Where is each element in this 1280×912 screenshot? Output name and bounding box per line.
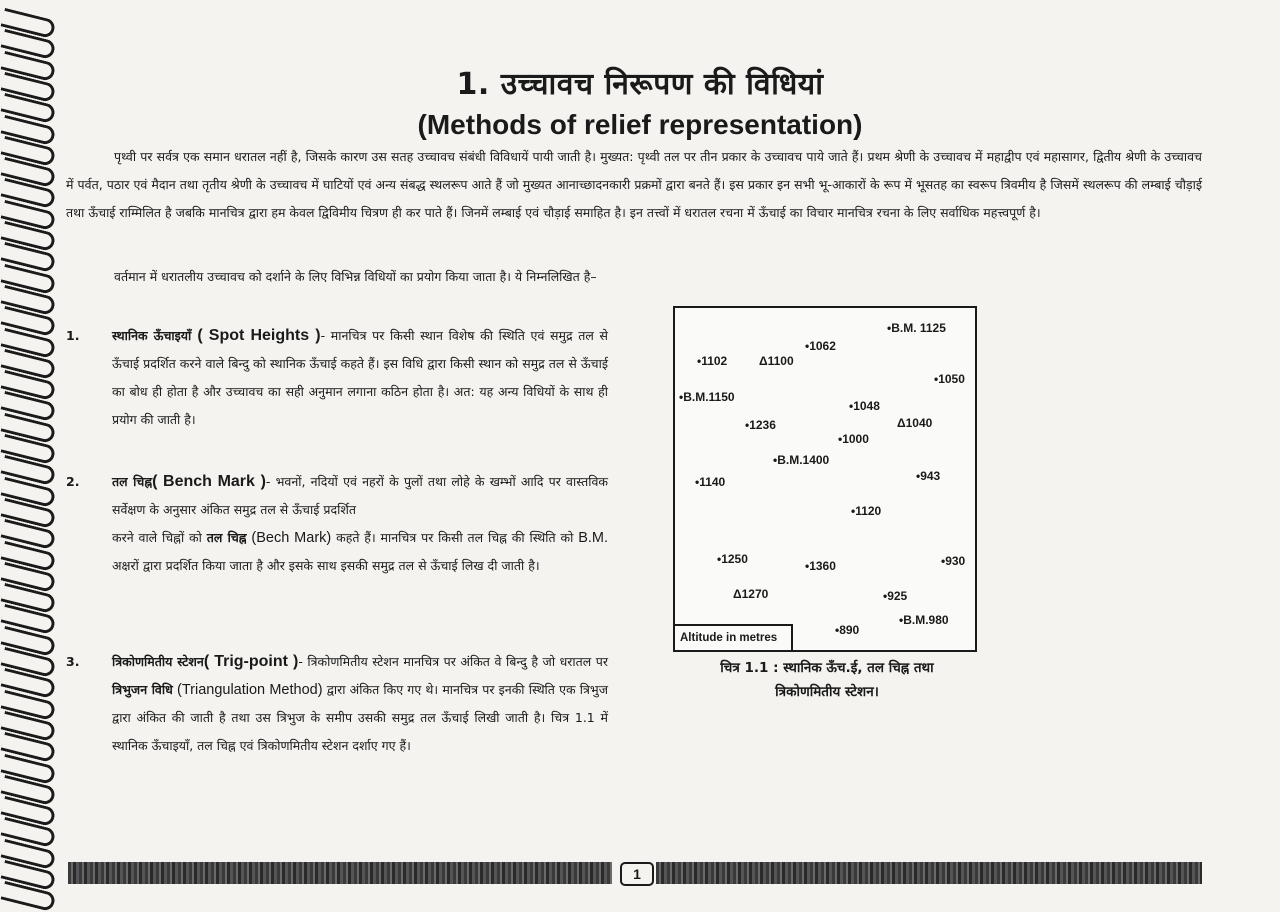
map-height-label: •1236 xyxy=(745,418,776,432)
item-body xyxy=(112,468,608,580)
map-height-label: •B.M.980 xyxy=(899,613,949,627)
item-heading-hindi: स्थानिक ऊँचाइयाँ xyxy=(112,328,192,343)
item-bold-term: त्रिभुजन विधि xyxy=(112,682,173,697)
item-text: - त्रिकोणमितीय स्टेशन मानचित्र पर अंकित वे बिन्दु है जो धरातल पर xyxy=(298,654,608,669)
map-height-label: •943 xyxy=(916,469,941,483)
map-height-label: •1062 xyxy=(805,339,836,353)
intro-paragraph: पृथ्वी पर सर्वत्र एक समान धरातल नहीं है, जिसके कारण उस सतह उच्चावच संबंधी विविधायें पायी जाती है। मुख्यत: पृथ्वी तल पर तीन प्रकार के उच्चावच पाये जाते हैं। प्रथम श्रेणी के उच्चावच में महाद्वीप एवं महासागर, द्वितीय श्रेणी के उच्चावच में पर्वत, पठार एवं मैदान तथा तृतीय श्रेणी के उच्चावच में घाटियों एवं अन्य संबद्ध स्थलरूप आते हैं जो मुख्यत आनाच्छादनकारी प्रक्रमों द्वारा बनते हैं। इस प्रकार इन सभी भू-आकारों के रूप में भूसतह का स्वरूप त्रिवमीय है जिसमें स्थलरूप की लम्बाई चौड़ाई तथा ऊँचाई राम्मिलित है जबकि मानचित्र द्वारा हम केवल द्विविमीय चित्रण ही कर पाते हैं। जिनमें लम्बाई एवं चौड़ाई समाहित है। इन तत्त्वों में धरातल रचना में ऊँचाई का विचार मानचित्र रचना के लिए सर्वाधिक महत्त्वपूर्ण है। xyxy=(66,149,1202,220)
item-heading-english: ( Trig-point ) xyxy=(203,653,299,670)
page-title-english: (Methods of relief representation) xyxy=(417,109,863,141)
figure-caption-line-2: त्रिकोणमितीय स्टेशन। xyxy=(775,684,879,700)
item-bold-term: तल चिह्न xyxy=(206,530,247,545)
item-heading-english: ( Spot Heights ) xyxy=(197,327,321,344)
list-item-trig-point xyxy=(66,648,608,760)
item-heading-hindi: तल चिह्न xyxy=(112,474,153,489)
map-height-label: Δ1040 xyxy=(897,416,933,430)
map-height-label: Δ1270 xyxy=(733,587,769,601)
list-item-bench-mark xyxy=(66,468,608,580)
item-text: - भवनों, नदियों एवं नहरों के पुलों तथा लोहे के खम्भों आदि पर वास्तविक सर्वेक्षण के अनुसार अंकित समुद्र तल से ऊँचाई प्रदर्शित xyxy=(112,474,608,517)
map-height-label: •1102 xyxy=(697,354,728,368)
item-body xyxy=(112,322,608,434)
item-text-continued: द्वारा अंकित किए गए थे। मानचित्र पर इनकी स्थिति एक त्रिभुज द्वारा अंकित की जाती है तथा उस त्रिभुज के समीप उसकी समुद्र तल ऊँचाई लिखी जाती है। चित्र 1.1 में स्थानिक ऊँचाइयाँ, तल चिह्न एवं त्रिकोणमितीय स्टेशन दर्शाए गए हैं। xyxy=(112,682,608,753)
item-heading-english: ( Bench Mark ) xyxy=(152,473,266,490)
figure-caption-line-1: चित्र 1.1 : स्थानिक ऊँच.ई, तल चिह्न तथा xyxy=(720,660,934,676)
map-legend: Altitude in metres xyxy=(675,624,793,650)
page-title-hindi: 1. उच्चावच निरूपण की विधियां xyxy=(456,67,824,103)
list-item-spot-heights xyxy=(66,322,608,434)
item-bm-term: B.M. xyxy=(578,530,609,546)
map-height-label: •B.M.1150 xyxy=(679,390,735,404)
item-english-term: (Bech Mark) xyxy=(251,530,332,546)
item-number: 2. xyxy=(66,474,80,489)
map-height-label: •1050 xyxy=(934,372,965,386)
item-text: - मानचित्र पर किसी स्थान विशेष की स्थिति एवं समुद्र तल से ऊँचाई प्रदर्शित करने वाले बिन्दु को स्थानिक ऊँचाई कहते हैं। इस विधि द्वारा किसी स्थान को समुद्र तल से ऊँचाई का बोध ही होता है और उच्चावच का सही अनुमान लगाना कठिन होता है। अत: यह अन्य विधियों के साथ ही प्रयोग की जाती है। xyxy=(112,328,608,427)
map-height-label: •1120 xyxy=(851,504,882,518)
map-height-label: •1360 xyxy=(805,559,836,573)
item-heading-hindi: त्रिकोणमितीय स्टेशन xyxy=(112,654,204,669)
map-height-label: Δ1100 xyxy=(759,354,794,368)
item-heading xyxy=(112,328,321,343)
item-text-continued-3: अक्षरों द्वारा प्रदर्शित किया जाता है और इसके साथ इसकी समुद्र तल से ऊँचाई लिख दी जाती है। xyxy=(112,558,540,573)
footer-band-left xyxy=(68,862,612,884)
map-height-label: •925 xyxy=(883,589,908,603)
map-height-label: •1250 xyxy=(717,552,748,566)
map-height-label: •1140 xyxy=(695,475,726,489)
map-height-label: •890 xyxy=(835,623,860,637)
map-labels-layer xyxy=(675,308,974,649)
item-heading xyxy=(112,474,266,489)
item-english-term: (Triangulation Method) xyxy=(177,682,323,698)
item-number: 3. xyxy=(66,654,80,669)
item-heading xyxy=(112,654,298,669)
map-height-label: •B.M. 1125 xyxy=(887,321,946,335)
map-height-label: •1048 xyxy=(849,399,880,413)
item-text-continued: करने वाले चिह्नों को xyxy=(112,530,202,545)
item-text-continued-2: कहते हैं। मानचित्र पर किसी तल चिह्न की स्थिति को xyxy=(336,530,574,545)
map-height-label: •930 xyxy=(941,554,966,568)
methods-intro-paragraph: वर्तमान में धरातलीय उच्चावच को दर्शाने के लिए विभिन्न विधियों का प्रयोग किया जाता है। ये निम्नलिखित है– xyxy=(114,269,597,284)
page-number: 1 xyxy=(620,862,654,886)
map-height-label: •B.M.1400 xyxy=(773,453,830,467)
item-number: 1. xyxy=(66,328,80,343)
spot-height-map-figure xyxy=(673,306,977,652)
item-body xyxy=(112,648,608,760)
figure-caption xyxy=(660,656,994,704)
map-height-label: •1000 xyxy=(838,432,869,446)
footer-band-right xyxy=(656,862,1202,884)
